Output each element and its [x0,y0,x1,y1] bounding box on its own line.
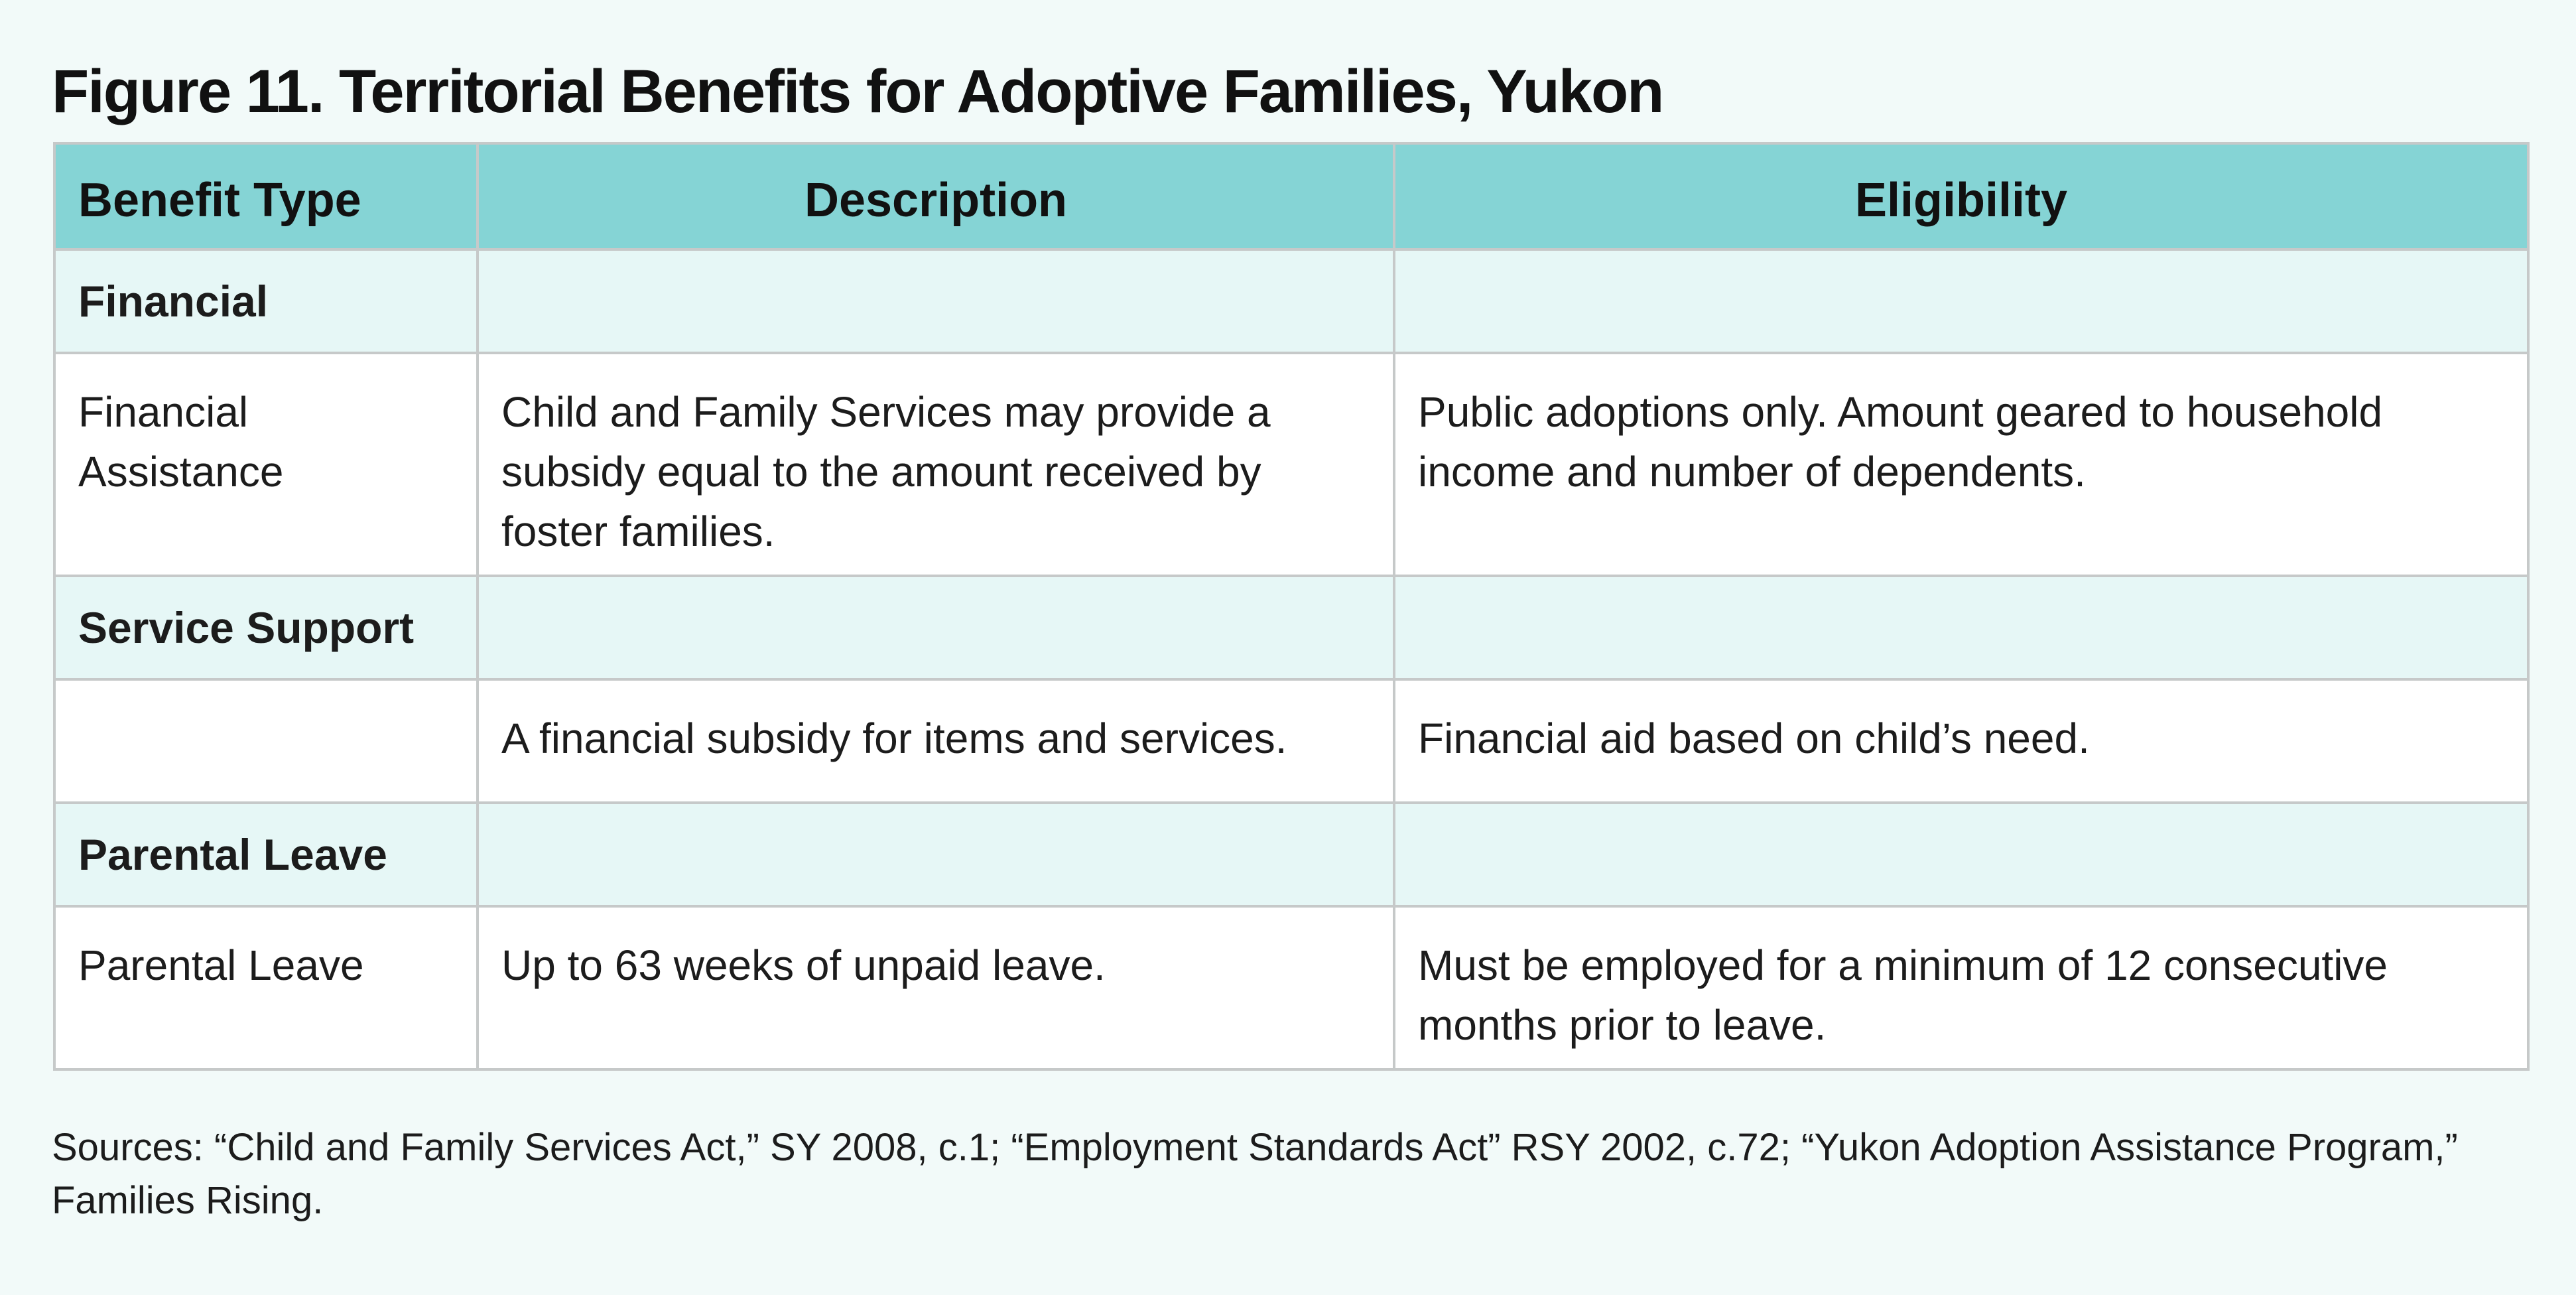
header-row [54,143,2528,249]
header-description: Description [478,143,1394,249]
description-cell: Child and Family Services may provide a subsidy equal to the amount received by foster families. [478,353,1394,576]
section-row-financial [54,249,2528,353]
header-benefit-type: Benefit Type [54,143,478,249]
table-body [54,249,2528,1069]
table-row [54,906,2528,1069]
section-label: Financial [54,249,478,353]
description-cell: Up to 63 weeks of unpaid leave. [478,906,1394,1069]
header-eligibility: Eligibility [1394,143,2528,249]
table-row [54,679,2528,803]
benefit-type-cell: Parental Leave [54,906,478,1069]
empty-cell [478,249,1394,353]
eligibility-cell: Public adoptions only. Amount geared to household income and number of dependents. [1394,353,2528,576]
sources-note: Sources: “Child and Family Services Act,” SY 2008, c.1; “Employment Standards Act” RSY 2002, c.72; “Yukon Adoption Assistance Program,” Families Rising. [52,1126,2458,1222]
benefit-type-cell: Financial Assistance [54,353,478,576]
section-label: Service Support [54,576,478,679]
benefits-table [53,142,2530,1071]
empty-cell [1394,576,2528,679]
empty-cell [478,576,1394,679]
eligibility-cell: Financial aid based on child’s need. [1394,679,2528,803]
description-cell: A financial subsidy for items and services. [478,679,1394,803]
table-header [54,143,2528,249]
section-row-parental-leave [54,803,2528,906]
benefit-type-cell [54,679,478,803]
empty-cell [1394,803,2528,906]
table-row [54,353,2528,576]
section-row-service-support [54,576,2528,679]
figure-title: Figure 11. Territorial Benefits for Adoptive Families, Yukon [52,58,1663,125]
section-label: Parental Leave [54,803,478,906]
empty-cell [1394,249,2528,353]
eligibility-cell: Must be employed for a minimum of 12 consecutive months prior to leave. [1394,906,2528,1069]
empty-cell [478,803,1394,906]
